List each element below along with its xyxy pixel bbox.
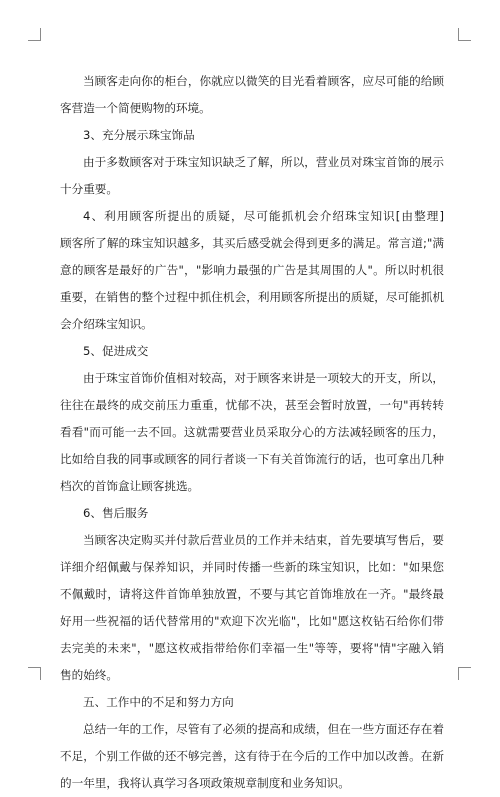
crop-mark-bottom-right — [458, 667, 471, 680]
heading-shortcomings: 五、工作中的不足和努力方向 — [83, 695, 234, 709]
crop-mark-top-left — [28, 28, 41, 41]
heading-after-sales: 6、售后服务 — [83, 506, 149, 520]
heading-close-deal: 5、促进成交 — [83, 344, 149, 358]
heading-display-jewelry: 3、充分展示珠宝饰品 — [83, 128, 195, 142]
crop-mark-top-right — [458, 28, 471, 41]
document-body — [60, 68, 468, 797]
paragraph-intro: 当顾客走向你的柜台，你就应以微笑的目光看着顾客，应尽可能的给顾客营造一个简便购物的环境。 — [60, 74, 444, 115]
paragraph-use-questions: 4、利用顾客所提出的质疑，尽可能抓机会介绍珠宝知识[由整理] 顾客所了解的珠宝知识越多，其买后感受就会得到更多的满足。常言道;"满意的顾客是最好的广告"，"影响力最强的广告是其周围的人"。所以时机很重要，在销售的整个过程中抓住机会，利用顾客所提出的质疑，尽可能抓机会介绍珠宝知识。 — [60, 209, 468, 331]
paragraph-after-sales: 当顾客决定购买并付款后营业员的工作并未结束，首先要填写售后，要详细介绍佩戴与保养知识，并同时传播一些新的珠宝知识，比如："如果您不佩戴时，请将这件首饰单独放置，不要与其它首饰堆放在一齐。"最终最好用一些祝福的话代替常用的"欢迎下次光临"，比如"愿这枚钻石给你们带去完美的未来"，"愿这枚戒指带给你们幸福一生"等等，要将"情"字融入销售的始终。 — [60, 533, 444, 682]
paragraph-shortcomings: 总结一年的工作，尽管有了必须的提高和成绩，但在一些方面还存在着不足，个别工作做的还不够完善，这有待于在今后的工作中加以改善。在新的一年里，我将认真学习各项政策规章制度和业务知识。 — [60, 722, 444, 790]
paragraph-close-deal: 由于珠宝首饰价值相对较高，对于顾客来讲是一项较大的开支，所以，往往在最终的成交前压力重重，忧郁不决，甚至会暂时放置，一句"再转转看看"而可能一去不回。这就需要营业员采取分心的方法减轻顾客的压力，比如给自我的同事或顾客的同行者谈一下有关首饰流行的话，也可拿出几种档次的首饰盒让顾客挑选。 — [60, 371, 444, 493]
paragraph-display-jewelry: 由于多数顾客对于珠宝知识缺乏了解，所以，营业员对珠宝首饰的展示十分重要。 — [60, 155, 444, 196]
crop-mark-bottom-left — [28, 667, 41, 680]
